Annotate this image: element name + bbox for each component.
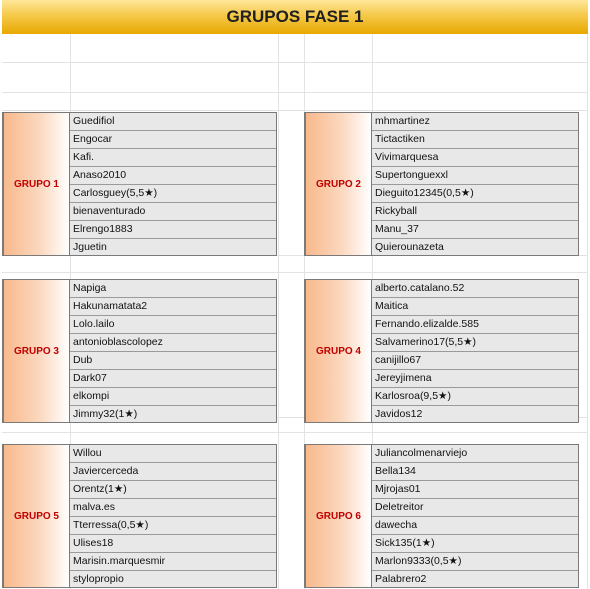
player-cell[interactable]: bienaventurado — [70, 203, 276, 221]
player-cell[interactable]: Dark07 — [70, 370, 276, 388]
player-cell[interactable]: Salvamerino17(5,5★) — [372, 334, 578, 352]
player-cell[interactable]: Juliancolmenarviejo — [372, 445, 578, 463]
player-cell[interactable]: Jguetin — [73, 241, 107, 253]
page-title: GRUPOS FASE 1 — [2, 0, 588, 34]
player-cell[interactable]: Karlosroa(9,5★) — [372, 388, 578, 406]
player-cell[interactable]: Quierounazeta — [375, 241, 444, 253]
player-cell[interactable]: antonioblascolopez — [70, 334, 276, 352]
player-cell[interactable]: Ulises18 — [70, 535, 276, 553]
player-list — [371, 444, 579, 588]
group-5 — [2, 444, 277, 588]
player-cell[interactable]: Bella134 — [372, 463, 578, 481]
group-label: GRUPO 6 — [315, 510, 361, 522]
player-cell[interactable]: Engocar — [70, 131, 276, 149]
player-cell[interactable]: malva.es — [70, 499, 276, 517]
player-cell[interactable]: Jimmy32(1★) — [73, 408, 138, 420]
player-cell[interactable]: Mjrojas01 — [372, 481, 578, 499]
player-cell[interactable]: Orentz(1★) — [70, 481, 276, 499]
player-cell[interactable]: Guedifiol — [70, 113, 276, 131]
group-4 — [304, 279, 579, 423]
player-cell[interactable]: Supertonguexxl — [372, 167, 578, 185]
player-cell[interactable]: mhmartinez — [372, 113, 578, 131]
group-label-cell[interactable] — [304, 444, 371, 588]
group-label: GRUPO 4 — [315, 345, 361, 357]
player-list — [371, 112, 579, 256]
player-cell[interactable]: stylopropio — [73, 573, 124, 585]
player-cell[interactable]: dawecha — [372, 517, 578, 535]
player-cell[interactable]: Anaso2010 — [70, 167, 276, 185]
group-label-cell[interactable] — [2, 444, 69, 588]
group-label: GRUPO 2 — [315, 178, 361, 190]
player-cell[interactable]: Elrengo1883 — [70, 221, 276, 239]
group-label-cell[interactable] — [2, 112, 69, 256]
player-cell[interactable]: Javiercerceda — [70, 463, 276, 481]
group-label: GRUPO 5 — [13, 510, 59, 522]
player-cell[interactable]: elkompi — [70, 388, 276, 406]
player-cell[interactable]: Javidos12 — [375, 408, 423, 420]
player-cell[interactable]: Tictactiken — [372, 131, 578, 149]
player-cell[interactable]: Marisin.marquesmir — [70, 553, 276, 571]
player-cell[interactable]: Fernando.elizalde.585 — [372, 316, 578, 334]
player-cell[interactable]: Maitica — [372, 298, 578, 316]
group-6 — [304, 444, 579, 588]
group-label: GRUPO 1 — [13, 178, 59, 190]
player-cell[interactable]: Napiga — [70, 280, 276, 298]
player-cell[interactable]: Willou — [70, 445, 276, 463]
player-list — [69, 279, 277, 423]
player-cell[interactable]: Jereyjimena — [372, 370, 578, 388]
player-cell[interactable]: Marlon9333(0,5★) — [372, 553, 578, 571]
player-cell[interactable]: Lolo.lailo — [70, 316, 276, 334]
player-cell[interactable]: Sick135(1★) — [372, 535, 578, 553]
player-list — [69, 112, 277, 256]
group-2 — [304, 112, 579, 256]
player-cell[interactable]: alberto.catalano.52 — [372, 280, 578, 298]
player-cell[interactable]: canijillo67 — [372, 352, 578, 370]
player-cell[interactable]: Palabrero2 — [375, 573, 427, 585]
player-cell[interactable]: Vivimarquesa — [372, 149, 578, 167]
player-cell[interactable]: Dub — [70, 352, 276, 370]
group-label-cell[interactable] — [2, 279, 69, 423]
player-cell[interactable]: Tterressa(0,5★) — [70, 517, 276, 535]
player-cell[interactable]: Hakunamatata2 — [70, 298, 276, 316]
player-cell[interactable]: Manu_37 — [372, 221, 578, 239]
group-label-cell[interactable] — [304, 112, 371, 256]
player-cell[interactable]: Dieguito12345(0,5★) — [372, 185, 578, 203]
player-cell[interactable]: Deletreitor — [372, 499, 578, 517]
player-cell[interactable]: Carlosguey(5,5★) — [70, 185, 276, 203]
group-3 — [2, 279, 277, 423]
player-list — [371, 279, 579, 423]
group-1 — [2, 112, 277, 256]
player-cell[interactable]: Rickyball — [372, 203, 578, 221]
group-label: GRUPO 3 — [13, 345, 59, 357]
player-list — [69, 444, 277, 588]
group-label-cell[interactable] — [304, 279, 371, 423]
player-cell[interactable]: Kafi. — [70, 149, 276, 167]
